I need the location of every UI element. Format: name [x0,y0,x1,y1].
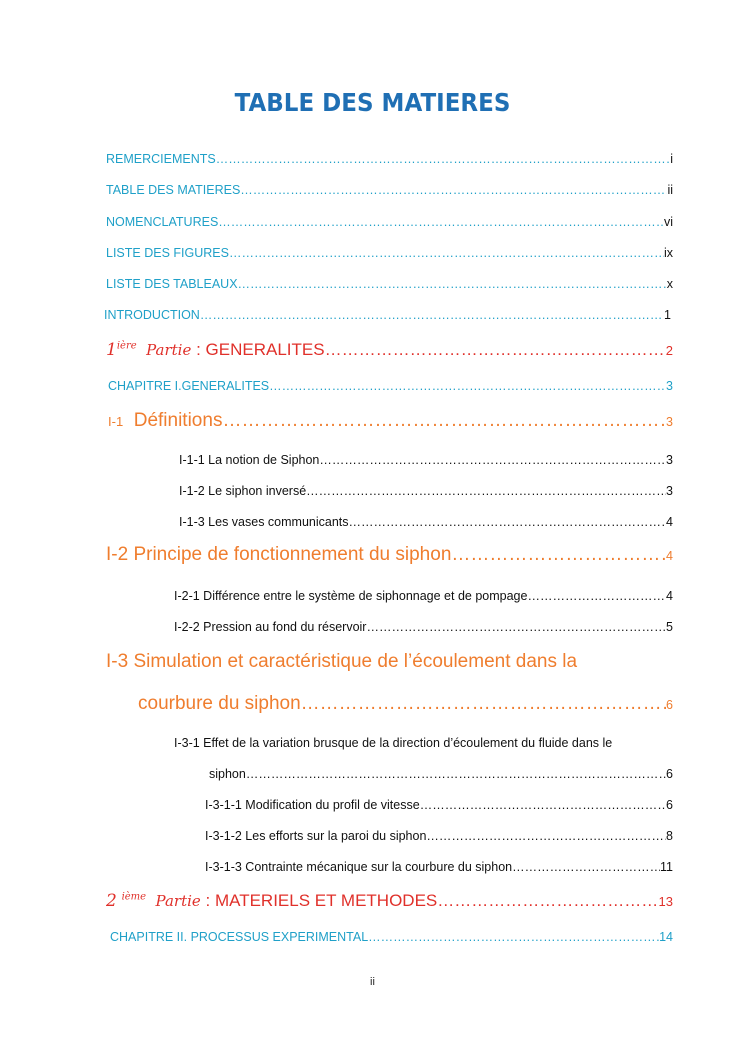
leader-dots [512,860,660,874]
leader-dots [238,277,667,291]
toc-entry-remerciements[interactable]: REMERCIEMENTS …………………………………………………………………………………………………………………………………………………………………………………………… i [106,152,673,166]
leader-dots [319,453,666,467]
toc-entry-i-1-3[interactable]: I-1-3 Les vases communicants …………………………………………………………………………………………………………………………………………………………………………………………… 4 [179,515,673,529]
leader-dots [240,183,667,197]
toc-entry-nomenclatures[interactable]: NOMENCLATURES …………………………………………………………………………………………………………………………………………………………………………………………… vi [106,215,673,229]
leader-dots [349,515,667,529]
part-word: Partie [146,341,192,359]
page-title: TABLE DES MATIERES [234,88,511,117]
toc-section-i-3[interactable]: I-3 Simulation et caractéristique de l’écoulement dans la [106,651,578,672]
toc-entry-i-3-1-continued[interactable]: siphon …………………………………………………………………………………………………………………………………………………………………………………………… 6 [209,767,673,781]
toc-entry-table-des-matieres[interactable]: TABLE DES MATIERES …………………………………………………………………………………………………………………………………………………………………………………………… ii [106,183,673,197]
leader-dots [426,829,666,843]
part-word: Partie [155,892,201,910]
toc-entry-chapitre-2[interactable]: CHAPITRE II. PROCESSUS EXPERIMENTAL …………………………………………………………………………………………………………………………………………………………………………………………… 14 [110,930,673,944]
section-number: I-1 [108,414,124,429]
toc-entry-i-3-1-3[interactable]: I-3-1-3 Contrainte mécanique sur la courbure du siphon …………………………………………………………………………………………………………………………………………………………………………………………… 11 [205,860,673,874]
leader-dots [451,544,666,566]
toc-entry-introduction[interactable]: INTRODUCTION …………………………………………………………………………………………………………………………………………………………………………………………… 1 [104,308,671,322]
leader-dots [216,152,670,166]
leader-dots [200,308,664,322]
leader-dots [218,215,664,229]
part-number: 1 [106,340,117,360]
toc-entry-i-3-1-1[interactable]: I-3-1-1 Modification du profil de vitesse …………………………………………………………………………………………………………………………………………………………………………………………… 6 [205,798,673,812]
leader-dots [301,693,666,715]
leader-dots [420,798,666,812]
leader-dots [269,379,666,393]
toc-entry-liste-des-figures[interactable]: LISTE DES FIGURES …………………………………………………………………………………………………………………………………………………………………………………………… ix [106,246,673,260]
leader-dots [229,246,664,260]
toc-part-1[interactable]: $1^{ière}$ Partie : GENERALITES …………………………………………………………………………………………………………………………………………………………………………………………… 2 [106,340,673,360]
toc-entry-i-2-2[interactable]: I-2-2 Pression au fond du réservoir …………………………………………………………………………………………………………………………………………………………………………………………… 5 [174,620,673,634]
toc-entry-i-3-1[interactable]: I-3-1 Effet de la variation brusque de la direction d’écoulement du fluide dans le [174,736,613,750]
toc-entry-i-1-2[interactable]: I-1-2 Le siphon inversé …………………………………………………………………………………………………………………………………………………………………………………………… 3 [179,484,673,498]
leader-dots [306,484,666,498]
page-number: ii [370,976,375,988]
leader-dots [437,891,658,911]
leader-dots [325,340,666,360]
toc-entry-i-2-1[interactable]: I-2-1 Différence entre le système de siphonnage et de pompage …………………………………………………………………………………………………………………………………………………………………………………………… 4 [174,589,673,603]
leader-dots [222,410,666,432]
leader-dots [527,589,666,603]
toc-section-i-3-continued[interactable]: courbure du siphon …………………………………………………………………………………………………………………………………………………………………………………………… 6 [138,693,673,715]
part-title: : MATERIELS ET METHODES [205,891,438,910]
part-title: : GENERALITES [196,340,325,359]
leader-dots [246,767,666,781]
toc-entry-liste-des-tableaux[interactable]: LISTE DES TABLEAUX …………………………………………………………………………………………………………………………………………………………………………………………… x [106,277,673,291]
part-number: 2 [106,891,117,911]
section-title: Définitions [133,410,223,431]
leader-dots [366,620,666,634]
part-superscript: ième [121,891,147,903]
leader-dots [368,930,659,944]
part-superscript: ière [116,340,137,352]
toc-section-i-1[interactable]: I-1 Définitions …………………………………………………………………………………………………………………………………………………………………………………………… 3 [108,410,673,432]
toc-entry-i-1-1[interactable]: I-1-1 La notion de Siphon …………………………………………………………………………………………………………………………………………………………………………………………… 3 [179,453,673,467]
toc-entry-chapitre-1[interactable]: CHAPITRE I.GENERALITES …………………………………………………………………………………………………………………………………………………………………………………………… 3 [108,379,673,393]
toc-part-2[interactable]: 2 $^{ième}$ Partie : MATERIELS ET METHODES …………………………………………………………………………………………………………………………………………………………………………………………… 13 [106,891,673,911]
toc-section-i-2[interactable]: I-2 Principe de fonctionnement du siphon …………………………………………………………………………………………………………………………………………………………………………………………… 4 [106,544,673,566]
toc-entry-i-3-1-2[interactable]: I-3-1-2 Les efforts sur la paroi du siphon …………………………………………………………………………………………………………………………………………………………………………………………… 8 [205,829,673,843]
